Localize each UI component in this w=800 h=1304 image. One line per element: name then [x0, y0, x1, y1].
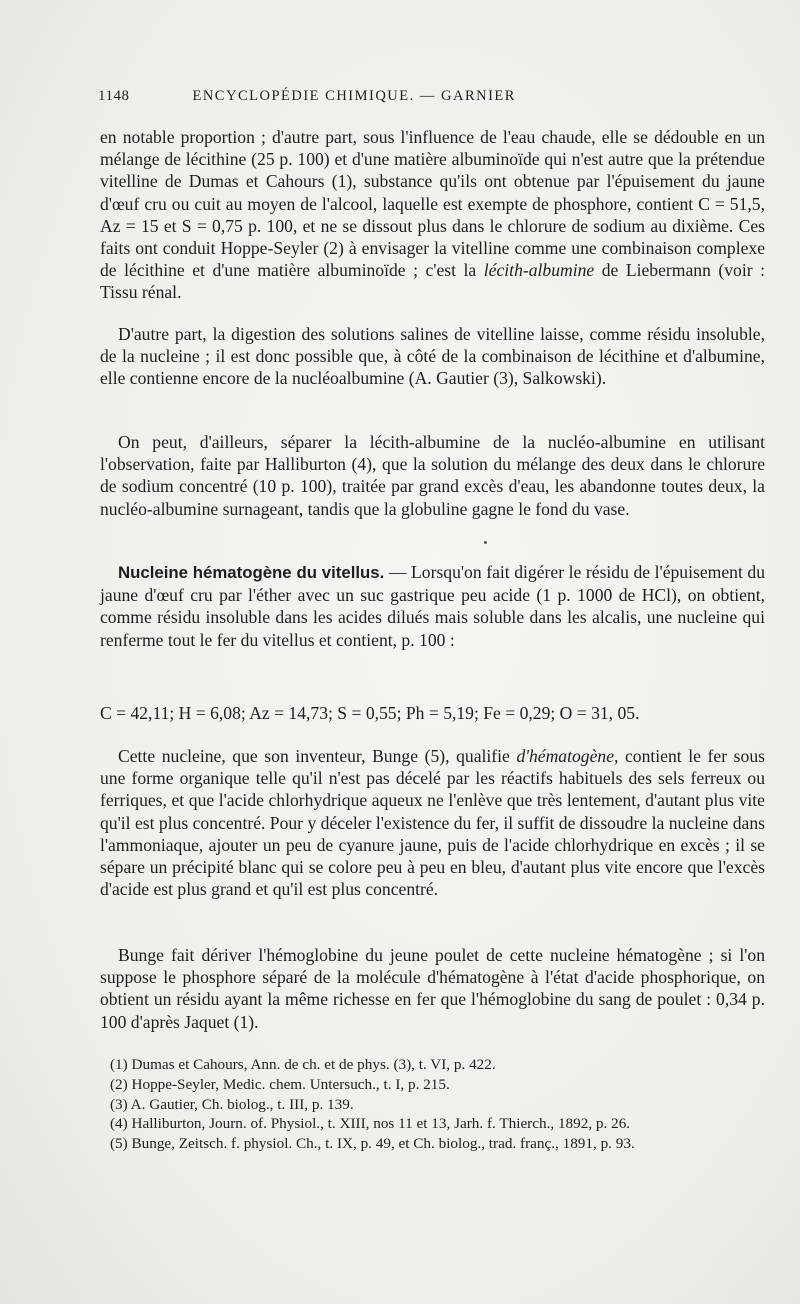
paragraph-2-text: D'autre part, la digestion des solutions salines de vitelline laisse, comme résidu insoluble, de la nucleine ; il est donc possible que, à côté de la combinaison de lécithine et d'albumine, elle contienne encore de la nucléoalbumine (A. Gautier (3), Salkowski). — [100, 324, 765, 389]
section-heading: Nucleine hématogène du vitellus. — [118, 563, 385, 582]
running-header — [98, 88, 580, 105]
paragraph-3 — [100, 431, 765, 520]
paragraph-5-start: Cette nucleine, que son inventeur, Bunge (5), qualifie — [118, 746, 510, 766]
paragraph-1-italic: lécith-albumine — [483, 260, 595, 281]
paragraph-6-text: Bunge fait dériver l'hémoglobine du jeune poulet de cette nucleine hématogène ; si l'on suppose le phosphore séparé de la molécule d'hématogène à l'état d'acide phosphorique, on obtient un résidu ayant la même richesse en fer que l'hémoglobine du sang de poulet : 0,34 p. 100 d'après Jaquet (1). — [100, 945, 765, 1032]
footnote: (5) Bunge, Zeitsch. f. physiol. Ch., t. IX, p. 49, et Ch. biolog., trad. franç., 1891, p. 93. — [110, 1135, 635, 1153]
paragraph-5-text: contient le fer sous une forme organique telle qu'il n'est pas décelé par les réactifs habituels des sels ferreux ou ferriques, et que l'acide chlorhydrique aqueux ne l'enlève que très lentement, d'autant plus vite qu'il est plus concentré. Pour y déceler l'existence du fer, il suffit de dissoudre la nucleine dans l'ammoniaque, ajouter un peu de cyanure jaune, puis de l'acide chlorhydrique en excès ; il se sépare un précipité blanc qui se colore peu à peu en bleu, d'autant plus vite encore que l'excès d'acide est plus grand et qu'il est plus concentré. — [100, 746, 765, 900]
page-number: 1148 — [98, 88, 130, 104]
paragraph-1-end: de Liebermann (voir : Tissu rénal. — [100, 260, 765, 303]
footnote: (3) A. Gautier, Ch. biolog., t. III, p. 139. — [110, 1095, 354, 1113]
paragraph-5 — [100, 745, 765, 900]
footnotes — [110, 1055, 770, 1154]
composition-formula: C = 42,11; H = 6,08; Az = 14,73; S = 0,55; Ph = 5,19; Fe = 0,29; O = 31, 05. — [100, 703, 640, 723]
paragraph-3-text: On peut, d'ailleurs, séparer la lécith-albumine de la nucléo-albumine en utilisant l'observation, faite par Halliburton (4), que la solution du mélange des deux dans le chlorure de sodium concentré (10 p. 100), traitée par grand excès d'eau, les abandonne toutes deux, la nucléo-albumine surnageant, tandis que la globuline gagne le fond du vase. — [100, 432, 765, 519]
paragraph-5-italic: d'hématogène, — [516, 746, 619, 766]
running-title: ENCYCLOPÉDIE CHIMIQUE. — GARNIER — [192, 88, 516, 104]
paragraph-6 — [100, 944, 765, 1033]
footnote: (4) Halliburton, Journ. of. Physiol., t. XIII, nos 11 et 13, Jarh. f. Thierch., 1892, p. 26. — [110, 1115, 631, 1133]
footnote: (2) Hoppe-Seyler, Medic. chem. Untersuch., t. I, p. 215. — [110, 1075, 450, 1093]
paragraph-4 — [100, 561, 765, 651]
paragraph-4-text: — Lorsqu'on fait digérer le résidu de l'épuisement du jaune d'œuf cru par l'éther avec un suc gastrique peu acide (1 p. 1000 de HCl), on obtient, comme résidu insoluble dans les acides dilués mais soluble dans les alcalis, une nucleine qui renferme tout le fer du vitellus et contient, p. 100 : — [100, 562, 765, 650]
paragraph-1 — [100, 126, 765, 304]
separator-dot — [484, 541, 487, 544]
footnote: (1) Dumas et Cahours, Ann. de ch. et de phys. (3), t. VI, p. 422. — [110, 1056, 496, 1073]
paragraph-2 — [100, 323, 765, 390]
paragraph-1-text: en notable proportion ; d'autre part, sous l'influence de l'eau chaude, elle se dédouble en un mélange de lécithine (25 p. 100) et d'une matière albuminoïde qui n'est autre que la prétendue vitelline de Dumas et Cahours (1), substance qu'ils ont obtenue par l'épuisement du jaune d'œuf cru ou cuit au moyen de l'alcool, laquelle est exempte de phosphore, contient C = 51,5, Az = 15 et S = 0,75 p. 100, et ne se dissout plus dans le chlorure de sodium au dixième. Ces faits ont conduit Hoppe-Seyler (2) à envisager la vitelline comme une combinaison complexe de lécithine et d'une matière albuminoïde ; c'est la — [100, 127, 765, 281]
